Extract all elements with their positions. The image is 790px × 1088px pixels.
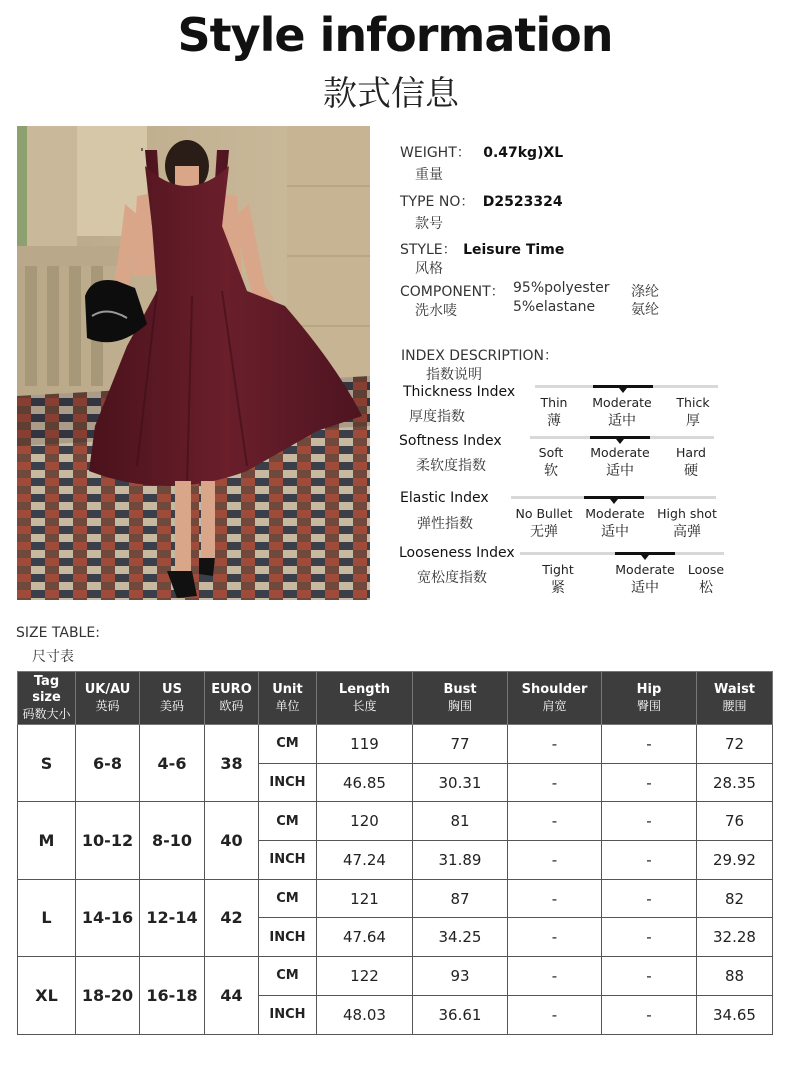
size-tag-cell: S xyxy=(18,725,76,802)
size-tag-cell: L xyxy=(18,879,76,956)
header-bust xyxy=(413,672,508,725)
option-en: Thick xyxy=(676,395,710,410)
header-cn: 英码 xyxy=(95,699,120,713)
shoulder-cell: - xyxy=(508,879,602,918)
header-us xyxy=(140,672,205,725)
header-cn: 单位 xyxy=(275,699,300,713)
shoulder-cell: - xyxy=(508,995,602,1034)
header-shoulder xyxy=(508,672,602,725)
shoulder-cell: - xyxy=(508,841,602,880)
header-en: Hip xyxy=(636,682,662,697)
option-en: Moderate xyxy=(592,395,652,410)
header-cn: 胸围 xyxy=(447,699,472,713)
header-en: Waist xyxy=(713,682,756,697)
option-cn: 无弹 xyxy=(530,524,558,540)
size-row-cm xyxy=(18,879,773,918)
header-euro xyxy=(205,672,259,725)
bust-cell: 93 xyxy=(413,957,508,996)
waist-cell: 72 xyxy=(697,725,773,764)
component-value-2: 5%elastane xyxy=(513,299,596,315)
length-cell: 48.03 xyxy=(317,995,413,1034)
length-cell: 119 xyxy=(317,725,413,764)
elastic-option-moderate xyxy=(582,505,648,541)
unit-cell: INCH xyxy=(259,995,317,1034)
header-tag-size xyxy=(18,672,76,725)
waist-cell: 29.92 xyxy=(697,841,773,880)
size-us-cell: 4-6 xyxy=(140,725,205,802)
unit-cell: CM xyxy=(259,802,317,841)
elastic-marker xyxy=(610,499,618,504)
softness-option-moderate xyxy=(587,444,653,480)
size-row-cm xyxy=(18,725,773,764)
option-cn: 松 xyxy=(699,580,713,596)
header-en: UK/AU xyxy=(84,682,131,697)
looseness-option-loose xyxy=(682,561,730,597)
softness-index-cn: 柔软度指数 xyxy=(416,458,486,474)
style-row xyxy=(400,239,564,259)
weight-value: 0.47kg)XL xyxy=(483,145,564,161)
header-cn: 臀围 xyxy=(636,699,661,713)
size-table-label-cn: 尺寸表 xyxy=(32,649,74,665)
type-no-label: TYPE NO： xyxy=(400,194,475,210)
component-cn-2: 氨纶 xyxy=(631,302,659,318)
elastic-index-name: Elastic Index xyxy=(400,490,489,506)
thickness-option-thick xyxy=(668,394,718,430)
size-uk-cell: 18-20 xyxy=(76,957,140,1034)
option-en: Thin xyxy=(540,395,568,410)
bust-cell: 31.89 xyxy=(413,841,508,880)
bust-cell: 77 xyxy=(413,725,508,764)
bust-cell: 34.25 xyxy=(413,918,508,957)
length-cell: 120 xyxy=(317,802,413,841)
hip-cell: - xyxy=(602,802,697,841)
hip-cell: - xyxy=(602,879,697,918)
unit-cell: CM xyxy=(259,879,317,918)
unit-cell: CM xyxy=(259,957,317,996)
softness-option-hard xyxy=(666,444,716,480)
option-en: Loose xyxy=(687,562,725,577)
hip-cell: - xyxy=(602,995,697,1034)
waist-cell: 34.65 xyxy=(697,995,773,1034)
type-no-value: D2523324 xyxy=(482,194,563,210)
bust-cell: 87 xyxy=(413,879,508,918)
looseness-option-tight xyxy=(533,561,583,597)
waist-cell: 82 xyxy=(697,879,773,918)
header-cn: 欧码 xyxy=(219,699,244,713)
weight-row xyxy=(400,142,563,162)
size-row-cm xyxy=(18,957,773,996)
header-en: Unit xyxy=(272,682,303,697)
size-us-cell: 12-14 xyxy=(140,879,205,956)
option-en: High shot xyxy=(657,506,717,521)
shoulder-cell: - xyxy=(508,802,602,841)
size-euro-cell: 40 xyxy=(205,802,259,879)
option-cn: 适中 xyxy=(631,580,659,596)
length-cell: 47.24 xyxy=(317,841,413,880)
component-cn-1: 涤纶 xyxy=(631,284,659,300)
index-title-cn: 指数说明 xyxy=(426,367,482,383)
length-cell: 122 xyxy=(317,957,413,996)
hip-cell: - xyxy=(602,957,697,996)
style-label: STYLE： xyxy=(400,242,457,258)
option-cn: 适中 xyxy=(601,524,629,540)
header-cn: 腰围 xyxy=(722,699,747,713)
softness-option-soft xyxy=(526,444,576,480)
option-en: Moderate xyxy=(585,506,645,521)
size-uk-cell: 14-16 xyxy=(76,879,140,956)
bust-cell: 81 xyxy=(413,802,508,841)
option-en: Soft xyxy=(538,445,564,460)
header-hip xyxy=(602,672,697,725)
option-en: Moderate xyxy=(590,445,650,460)
looseness-index-name: Looseness Index xyxy=(399,545,515,561)
style-label-cn: 风格 xyxy=(415,261,443,277)
elastic-option-no-bullet xyxy=(510,505,578,541)
type-no-label-cn: 款号 xyxy=(415,216,443,232)
header-uk-au xyxy=(76,672,140,725)
hip-cell: - xyxy=(602,725,697,764)
size-us-cell: 16-18 xyxy=(140,957,205,1034)
size-tag-cell: XL xyxy=(18,957,76,1034)
hip-cell: - xyxy=(602,763,697,802)
unit-cell: INCH xyxy=(259,918,317,957)
size-table-label: SIZE TABLE: xyxy=(16,625,100,641)
style-value: Leisure Time xyxy=(463,242,565,258)
size-uk-cell: 6-8 xyxy=(76,725,140,802)
waist-cell: 88 xyxy=(697,957,773,996)
header-unit xyxy=(259,672,317,725)
header-cn: 长度 xyxy=(352,699,377,713)
option-cn: 薄 xyxy=(547,413,561,429)
size-uk-cell: 10-12 xyxy=(76,802,140,879)
thickness-index-name: Thickness Index xyxy=(403,384,516,400)
header-en: Length xyxy=(338,682,391,697)
shoulder-cell: - xyxy=(508,725,602,764)
waist-cell: 28.35 xyxy=(697,763,773,802)
elastic-index-cn: 弹性指数 xyxy=(417,516,473,532)
shoulder-cell: - xyxy=(508,763,602,802)
option-cn: 硬 xyxy=(684,463,698,479)
size-euro-cell: 42 xyxy=(205,879,259,956)
option-cn: 厚 xyxy=(686,413,700,429)
unit-cell: INCH xyxy=(259,841,317,880)
bust-cell: 30.31 xyxy=(413,763,508,802)
weight-label-cn: 重量 xyxy=(415,167,443,183)
length-cell: 47.64 xyxy=(317,918,413,957)
header-length xyxy=(317,672,413,725)
header-en: EURO xyxy=(211,682,252,697)
shoulder-cell: - xyxy=(508,918,602,957)
hip-cell: - xyxy=(602,841,697,880)
length-cell: 46.85 xyxy=(317,763,413,802)
size-row-cm xyxy=(18,802,773,841)
header-en: US xyxy=(162,682,182,697)
page-title: Style information xyxy=(177,8,613,62)
option-cn: 紧 xyxy=(551,580,565,596)
elastic-option-high-shot xyxy=(653,505,721,541)
component-label-cn: 洗水唛 xyxy=(415,303,457,319)
waist-cell: 76 xyxy=(697,802,773,841)
length-cell: 121 xyxy=(317,879,413,918)
header-en: Tag size xyxy=(32,674,61,705)
option-cn: 适中 xyxy=(608,413,636,429)
thickness-option-thin xyxy=(529,394,579,430)
option-en: No Bullet xyxy=(515,506,573,521)
page-title-cn: 款式信息 xyxy=(323,74,459,114)
bust-cell: 36.61 xyxy=(413,995,508,1034)
thickness-option-moderate xyxy=(589,394,655,430)
option-cn: 适中 xyxy=(606,463,634,479)
component-label: COMPONENT： xyxy=(400,284,505,300)
size-tag-cell: M xyxy=(18,802,76,879)
hip-cell: - xyxy=(602,918,697,957)
looseness-index-cn: 宽松度指数 xyxy=(417,570,487,586)
shoulder-cell: - xyxy=(508,957,602,996)
option-en: Tight xyxy=(542,562,574,577)
weight-label: WEIGHT： xyxy=(400,145,471,161)
option-cn: 高弹 xyxy=(673,524,701,540)
looseness-option-moderate xyxy=(612,561,678,597)
size-euro-cell: 44 xyxy=(205,957,259,1034)
index-title: INDEX DESCRIPTION： xyxy=(401,348,559,364)
header-en: Shoulder xyxy=(521,682,588,697)
header-cn: 码数大小 xyxy=(22,707,71,721)
unit-cell: INCH xyxy=(259,763,317,802)
component-value-1: 95%polyester xyxy=(513,280,610,296)
softness-index-name: Softness Index xyxy=(399,433,502,449)
option-en: Hard xyxy=(676,445,706,460)
header-en: Bust xyxy=(443,682,477,697)
thickness-index-cn: 厚度指数 xyxy=(409,409,465,425)
option-cn: 软 xyxy=(544,463,558,479)
header-waist xyxy=(697,672,773,725)
product-photo xyxy=(17,126,370,600)
size-euro-cell: 38 xyxy=(205,725,259,802)
size-us-cell: 8-10 xyxy=(140,802,205,879)
header-cn: 美码 xyxy=(159,699,184,713)
looseness-marker xyxy=(641,555,649,560)
size-table xyxy=(17,671,773,1035)
option-en: Moderate xyxy=(615,562,675,577)
waist-cell: 32.28 xyxy=(697,918,773,957)
unit-cell: CM xyxy=(259,725,317,764)
header-cn: 肩宽 xyxy=(542,699,567,713)
thickness-marker xyxy=(619,388,627,393)
size-table-header xyxy=(18,672,773,725)
type-no-row xyxy=(400,191,563,211)
